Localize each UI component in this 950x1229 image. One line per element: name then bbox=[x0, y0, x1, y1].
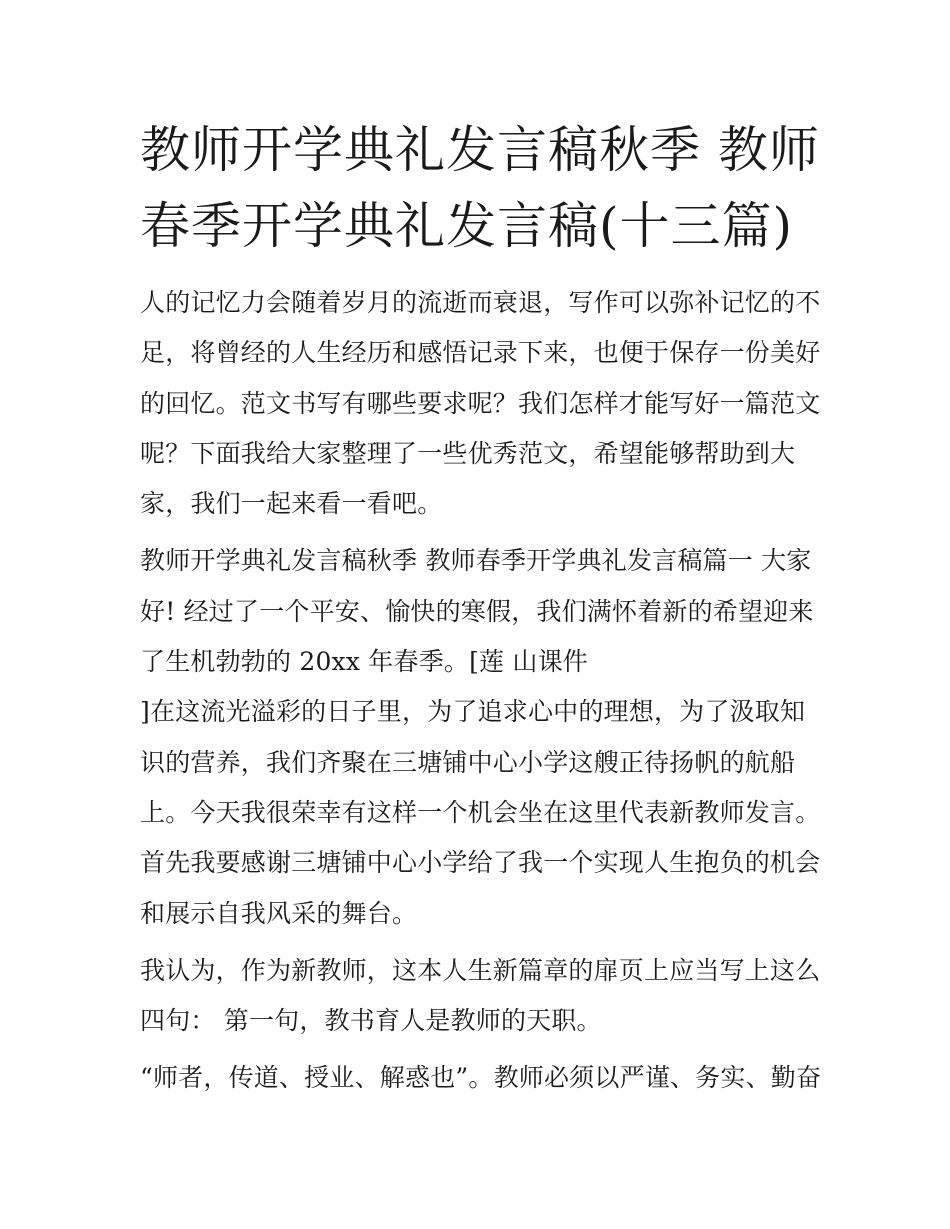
text-line: “师者，传道、授业、解惑也”。教师必须以严谨、务实、勤奋 bbox=[140, 1063, 822, 1093]
text-line: 足，将曾经的人生经历和感悟记录下来，也便于保存一份美好 bbox=[140, 338, 821, 368]
text-line: 四句： 第一句，教书育人是教师的天职。 bbox=[140, 1006, 602, 1036]
title-line: 春季开学典礼发言稿(十三篇) bbox=[140, 197, 794, 255]
text-line: 人的记忆力会随着岁月的流逝而衰退，写作可以弥补记忆的不 bbox=[140, 288, 821, 317]
text-line: 的回忆。范文书写有哪些要求呢？我们怎样才能写好一篇范文 bbox=[140, 388, 821, 418]
quote-paragraph bbox=[140, 1053, 830, 1103]
text-line: 家，我们一起来看一看吧。 bbox=[140, 489, 443, 519]
document-body bbox=[140, 278, 830, 1111]
speech-paragraph bbox=[140, 536, 830, 938]
title-line: 教师开学典礼发言稿秋季 教师 bbox=[140, 121, 820, 179]
text-line: 呢？下面我给大家整理了一些优秀范文，希望能够帮助到大 bbox=[140, 438, 796, 468]
text-line: 了生机勃勃的 20xx 年春季。[莲 山课件 bbox=[140, 647, 589, 677]
text-line: 我认为，作为新教师，这本人生新篇章的扉页上应当写上这么 bbox=[140, 955, 821, 985]
text-line: 教师开学典礼发言稿秋季 教师春季开学典礼发言稿篇一 大家 bbox=[140, 546, 812, 576]
text-line: 好! 经过了一个平安、愉快的寒假，我们满怀着新的希望迎来 bbox=[140, 596, 814, 626]
text-line: 首先我要感谢三塘铺中心小学给了我一个实现人生抱负的机会 bbox=[140, 848, 821, 878]
document-title bbox=[140, 112, 820, 264]
text-line: 识的营养，我们齐聚在三塘铺中心小学这艘正待扬帆的航船 bbox=[140, 747, 796, 777]
text-line: 和展示自我风采的舞台。 bbox=[140, 898, 418, 928]
text-line: 上。今天我很荣幸有这样一个机会坐在这里代表新教师发言。 bbox=[140, 797, 821, 827]
intro-paragraph bbox=[140, 278, 830, 529]
text-line: ]在这流光溢彩的日子里，为了追求心中的理想，为了汲取知 bbox=[140, 697, 806, 727]
opinion-paragraph bbox=[140, 946, 830, 1047]
